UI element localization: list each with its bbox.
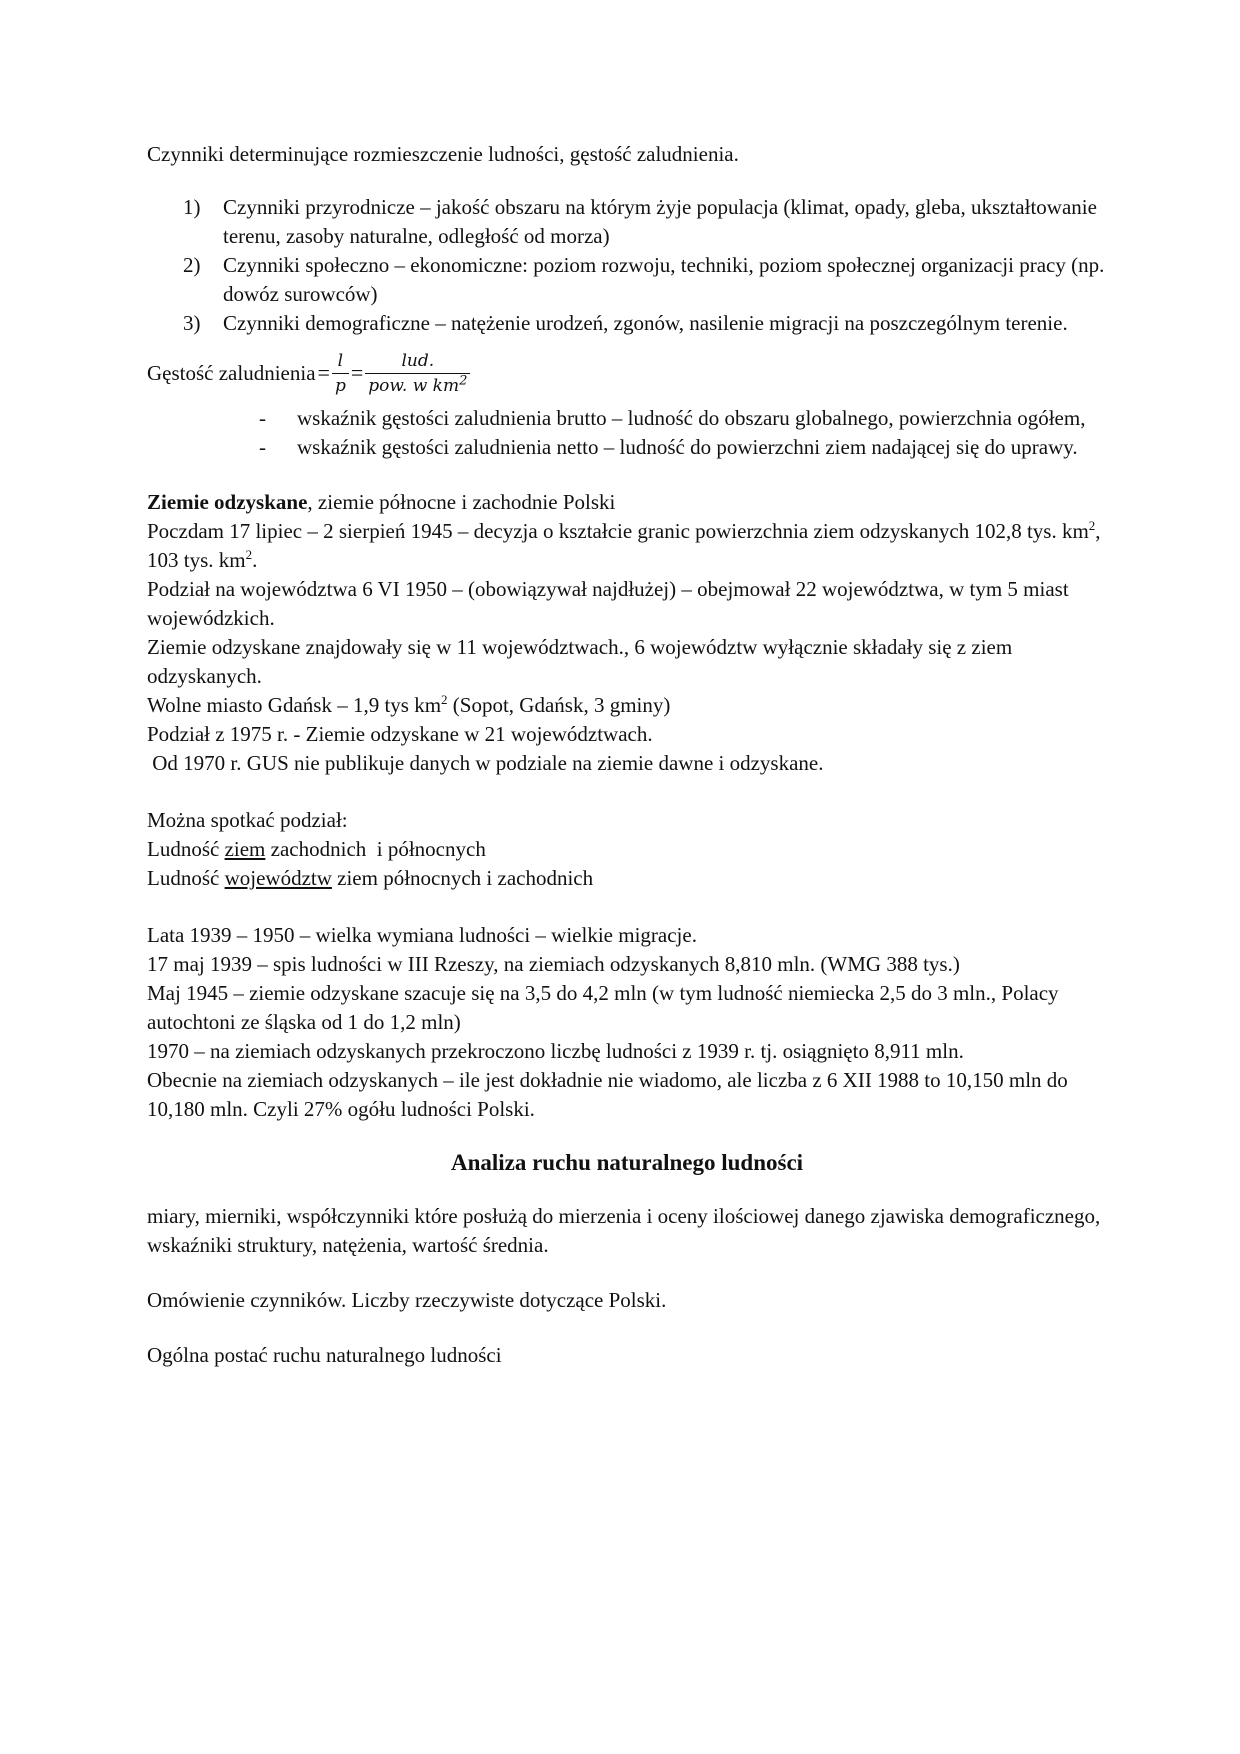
- text-run: (Sopot, Gdańsk, 3 gminy): [447, 693, 671, 717]
- spacer: [147, 1260, 1107, 1286]
- paragraph: Lata 1939 – 1950 – wielka wymiana ludności – wielkie migracje.: [147, 923, 697, 947]
- document-page: [147, 140, 1107, 1370]
- text-run: , 103 tys. km: [147, 519, 1101, 572]
- paragraph: Maj 1945 – ziemie odzyskane szacuje się na 3,5 do 4,2 mln (w tym ludność niemiecka 2,5 do 3 mln., Polacy autochtoni ze śląska od 1 do 1,2 mln): [147, 981, 1059, 1034]
- equals-sign: =: [350, 360, 364, 386]
- paragraph: Podział na województwa 6 VI 1950 – (obowiązywał najdłużej) – obejmował 22 województwa, w tym 5 miast wojewódzkich.: [147, 577, 1069, 630]
- paragraph: 1970 – na ziemiach odzyskanych przekroczono liczbę ludności z 1939 r. tj. osiągnięto 8,911 mln.: [147, 1039, 964, 1063]
- text-run: Ludność: [147, 837, 225, 861]
- paragraph: Podział z 1975 r. - Ziemie odzyskane w 21 województwach.: [147, 722, 653, 746]
- spacer: [147, 1124, 1107, 1146]
- list-text: wskaźnik gęstości zaludnienia brutto – ludność do obszaru globalnego, powierzchnia ogółem,: [297, 406, 1086, 430]
- spacer: [147, 1315, 1107, 1341]
- list-number: 1): [183, 195, 201, 219]
- fraction-denominator: [365, 374, 470, 398]
- spacer: [147, 1180, 1107, 1202]
- list-text: wskaźnik gęstości zaludnienia netto – ludność do powierzchni ziem nadającej się do uprawy.: [297, 435, 1078, 459]
- paragraph: [147, 517, 1107, 575]
- formula-label: Gęstość zaludnienia: [147, 361, 316, 386]
- indicator-list: [147, 404, 1107, 462]
- list-text: Czynniki społeczno – ekonomiczne: poziom rozwoju, techniki, poziom społecznej organizacji pracy (np. dowóz surowców): [223, 253, 1105, 306]
- denominator-text: pow. w km: [368, 375, 460, 396]
- paragraph: miary, mierniki, współczynniki które posłużą do mierzenia i oceny ilościowej danego zjawiska demograficznego, wskaźniki struktury, natężenia, wartość średnia.: [147, 1204, 1101, 1257]
- list-number: 2): [183, 253, 201, 277]
- fraction-denominator: p: [334, 375, 346, 396]
- dash-bullet: -: [259, 406, 266, 430]
- paragraph: Obecnie na ziemiach odzyskanych – ile jest dokładnie nie wiadomo, ale liczba z 6 XII 1988 to 10,150 mln do 10,180 mln. Czyli 27% ogółu ludności Polski.: [147, 1068, 1068, 1121]
- list-item: [147, 251, 1107, 309]
- paragraph: [147, 835, 1107, 864]
- list-text: Czynniki przyrodnicze – jakość obszaru na którym żyje populacja (klimat, opady, gleba, ukształtowanie terenu, zasoby naturalne, odległość od morza): [223, 195, 1097, 248]
- list-text: Czynniki demograficzne – natężenie urodzeń, zgonów, nasilenie migracji na poszczególnym terenie.: [223, 311, 1068, 335]
- text-run: zachodnich i północnych: [265, 837, 486, 861]
- list-item: [147, 433, 1107, 462]
- fraction-numerator: lud.: [365, 349, 470, 374]
- spacer: [147, 893, 1107, 921]
- text-run: ziem północnych i zachodnich: [331, 866, 594, 890]
- spacer: [147, 169, 1107, 193]
- list-item: [147, 404, 1107, 433]
- heading-rest: , ziemie północne i zachodnie Polski: [307, 490, 616, 514]
- underlined-term: województw: [224, 866, 332, 890]
- list-item: [147, 193, 1107, 251]
- paragraph: 17 maj 1939 – spis ludności w III Rzeszy, na ziemiach odzyskanych 8,810 mln. (WMG 388 tys.): [147, 952, 960, 976]
- analysis-heading: Analiza ruchu naturalnego ludności: [450, 1150, 804, 1175]
- text-run: Ludność: [147, 866, 225, 890]
- paragraph: Od 1970 r. GUS nie publikuje danych w podziale na ziemie dawne i odzyskane.: [147, 751, 824, 775]
- paragraph: Ogólna postać ruchu naturalnego ludności: [147, 1343, 502, 1367]
- exponent: 2: [441, 692, 448, 707]
- exponent: 2: [245, 547, 253, 562]
- spacer: [147, 778, 1107, 806]
- paragraph: Ziemie odzyskane znajdowały się w 11 województwach., 6 województw wyłącznie składały się z ziem odzyskanych.: [147, 635, 1013, 688]
- density-formula: [147, 342, 1107, 400]
- recovered-lands-heading: [147, 488, 1107, 517]
- factors-list: [147, 193, 1107, 338]
- section-title: Czynniki determinujące rozmieszczenie ludności, gęstość zaludnienia.: [147, 142, 739, 166]
- exponent: 2: [459, 373, 468, 389]
- fraction-lud-pow: [365, 349, 470, 398]
- paragraph: [147, 691, 1107, 720]
- list-item: [147, 309, 1107, 338]
- text-run: Wolne miasto Gdańsk – 1,9 tys km: [147, 693, 442, 717]
- fraction-numerator: l: [332, 349, 349, 374]
- fraction-l-p: [332, 349, 349, 398]
- equals-sign: =: [317, 360, 330, 386]
- bold-term: Ziemie odzyskane: [147, 490, 308, 514]
- dash-bullet: -: [259, 435, 266, 459]
- paragraph: [147, 864, 1107, 893]
- spacer: [147, 462, 1107, 488]
- underlined-term: ziem: [224, 837, 266, 861]
- paragraph: Omówienie czynników. Liczby rzeczywiste dotyczące Polski.: [147, 1288, 667, 1312]
- text-run: Poczdam 17 lipiec – 2 sierpień 1945 – decyzja o kształcie granic powierzchnia ziem odzyskanych 102,8 tys. km: [147, 519, 1089, 543]
- list-number: 3): [183, 311, 201, 335]
- text-run: .: [252, 548, 258, 572]
- exponent: 2: [1088, 518, 1096, 533]
- paragraph: Można spotkać podział:: [147, 808, 348, 832]
